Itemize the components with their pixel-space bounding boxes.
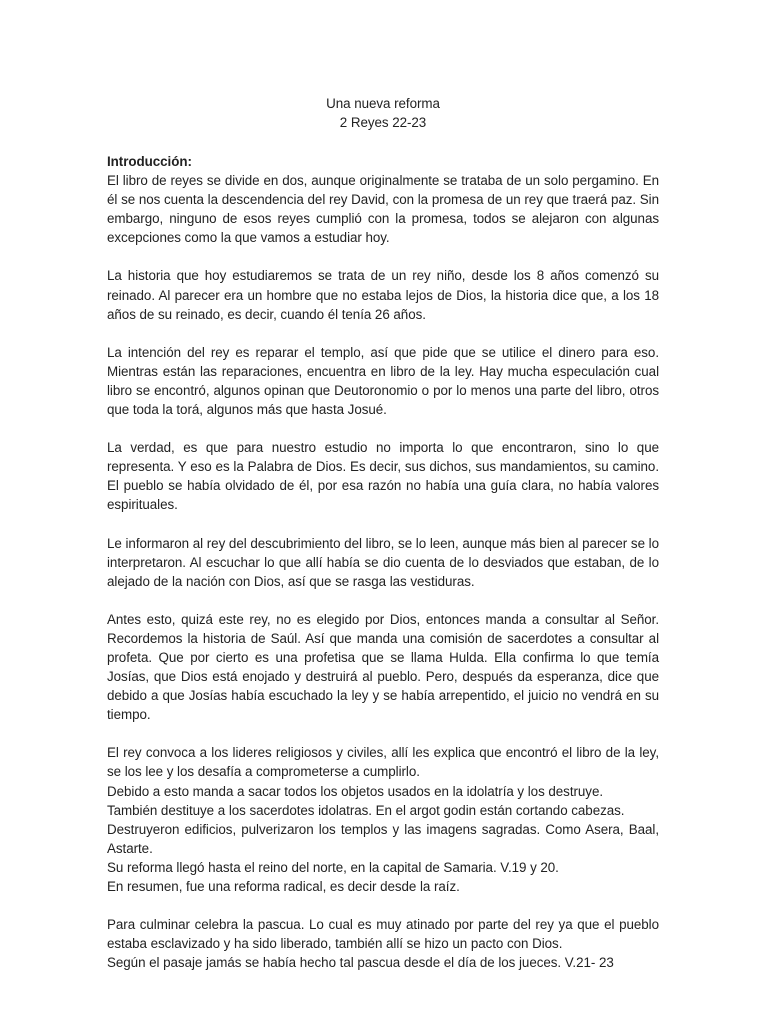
reform-lines (107, 743, 659, 896)
document-title: Una nueva reforma (326, 96, 440, 111)
text-line: Debido a esto manda a sacar todos los objetos usados en la idolatría y los destruye. (107, 783, 604, 799)
document-subtitle: 2 Reyes 22-23 (339, 115, 427, 130)
text-line: También destituye a los sacerdotes idolatras. En el argot godin están cortando cabezas. (107, 802, 625, 818)
text-line: Destruyeron edificios, pulverizaron los templos y las imagens sagradas. Como Asera, Baal, Astarte. (107, 821, 659, 856)
closing-lines (107, 915, 659, 972)
text-line: El rey convoca a los lideres religiosos y civiles, allí les explica que encontró el libro de la ley, se los lee y los desafía a comprometerse a cumplirlo. (107, 745, 659, 780)
section-heading: Introducción: (107, 154, 192, 169)
paragraph: La historia que hoy estudiaremos se trata de un rey niño, desde los 8 años comenzó su reinado. Al parecer era un hombre que no estaba lejos de Dios, la historia dice que, a los 18 años de su reinado, es decir, cuando él tenía 26 años. (107, 268, 659, 322)
paragraph: Le informaron al rey del descubrimiento del libro, se lo leen, aunque más bien al parecer se lo interpretaron. Al escuchar lo que allí había se dio cuenta de lo desviados que estaban, de lo alejado de la nación con Dios, así que se rasga las vestiduras. (107, 535, 659, 589)
paragraph: La verdad, es que para nuestro estudio no importa lo que encontraron, sino lo que representa. Y eso es la Palabra de Dios. Es decir, sus dichos, sus mandamientos, su camino. El pueblo se había olvidado de él, por esa razón no había una guía clara, no había valores espirituales. (107, 440, 659, 513)
paragraph: Antes esto, quizá este rey, no es elegido por Dios, entonces manda a consultar al Señor. Recordemos la historia de Saúl. Así que manda una comisión de sacerdotes a consultar al profeta. Que por cierto es una profetisa que se llama Hulda. Ella confirma lo que temía Josías, que Dios está enojado y destruirá al pueblo. Pero, después da esperanza, dice que debido a que Josías había escuchado la ley y se había arrepentido, el juicio no vendrá en su tiempo. (107, 611, 659, 723)
paragraph: La intención del rey es reparar el templo, así que pide que se utilice el dinero para eso. Mientras están las reparaciones, encuentra en libro de la ley. Hay mucha especulación cual libro se encontró, algunos opinan que Deutoronomio o por lo menos una parte del libro, otros que toda la torá, algunos más que hasta Josué. (107, 344, 659, 418)
title-block (107, 94, 659, 132)
paragraph: El libro de reyes se divide en dos, aunque originalmente se trataba de un solo pergamino. En él se nos cuenta la descendencia del rey David, con la promesa de un rey que traerá paz. Sin embargo, ninguno de esos reyes cumplió con la promesa, todos se alejaron con algunas excepciones como la que vamos a estudiar hoy. (107, 173, 659, 246)
text-line: Su reforma llegó hasta el reino del norte, en la capital de Samaria. V.19 y 20. (107, 859, 559, 875)
text-line: Para culminar celebra la pascua. Lo cual es muy atinado por parte del rey ya que el pueblo estaba esclavizado y ha sido liberado, también allí se hizo un pacto con Dios. (107, 917, 659, 952)
document-page (107, 94, 659, 991)
text-line: Según el pasaje jamás se había hecho tal pascua desde el día de los jueces. V.21- 23 (107, 955, 614, 971)
text-line: En resumen, fue una reforma radical, es decir desde la raíz. (107, 879, 460, 894)
